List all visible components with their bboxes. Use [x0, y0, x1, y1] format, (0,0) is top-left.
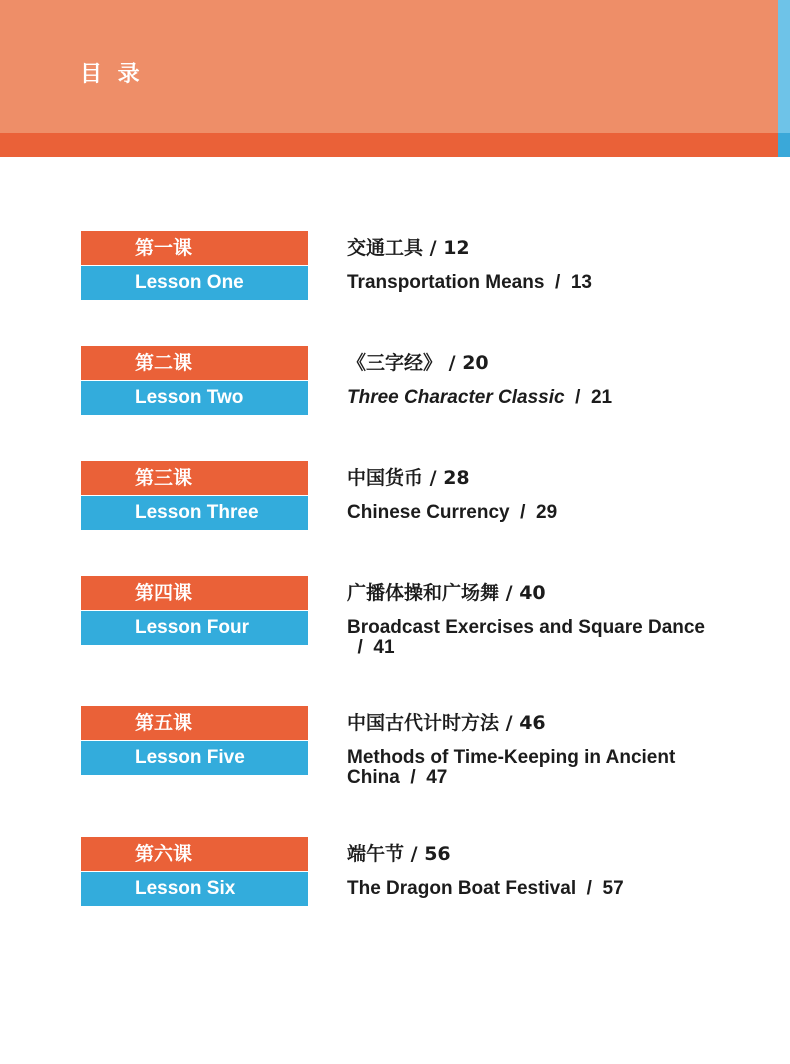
separator: / — [499, 712, 520, 734]
title-cn-text: 中国货币 — [347, 467, 424, 489]
separator: / — [509, 502, 537, 523]
page-title: 目 录 — [80, 62, 144, 87]
lesson-title-cn[interactable] — [347, 231, 747, 265]
separator: / — [399, 767, 427, 788]
title-cn-text: 端午节 — [347, 843, 405, 865]
lesson-title-cn[interactable] — [347, 837, 747, 871]
lesson-badge-en: Lesson Five — [81, 741, 308, 775]
separator: / — [564, 387, 591, 408]
title-en-text: Broadcast Exercises and Square Dance — [347, 617, 706, 638]
lesson-badge-en: Lesson Two — [81, 381, 308, 415]
separator: / — [423, 237, 444, 259]
lesson-title-en[interactable] — [347, 266, 727, 293]
title-cn-text: 《三字经》 — [347, 352, 443, 374]
header-edge-accent — [778, 133, 790, 157]
page-number-en: 41 — [373, 637, 395, 658]
separator: / — [347, 637, 374, 658]
title-en-text: Three Character Classic — [347, 387, 565, 408]
separator: / — [576, 878, 603, 899]
lesson-title-en[interactable] — [347, 381, 727, 408]
lesson-badge-en: Lesson Three — [81, 496, 308, 530]
page-number-cn: 40 — [519, 582, 546, 604]
separator: / — [442, 352, 463, 374]
page-number-en: 57 — [602, 878, 624, 899]
lesson-badge-en: Lesson Six — [81, 872, 308, 906]
page-number-en: 47 — [426, 767, 448, 788]
page-number-cn: 46 — [519, 712, 546, 734]
header-stripe — [0, 133, 778, 157]
lesson-badge-cn: 第六课 — [81, 837, 308, 871]
page-number-en: 29 — [536, 502, 558, 523]
lesson-badge-cn: 第二课 — [81, 346, 308, 380]
lesson-badge-cn: 第三课 — [81, 461, 308, 495]
title-en-text: Methods of Time-Keeping in Ancient China — [347, 747, 676, 788]
page-number-cn: 28 — [443, 467, 470, 489]
lesson-title-en[interactable] — [347, 741, 727, 788]
lesson-title-en[interactable] — [347, 496, 727, 523]
page-number-cn: 56 — [424, 843, 451, 865]
lesson-title-en[interactable] — [347, 611, 727, 658]
separator: / — [404, 843, 425, 865]
page-number-en: 13 — [570, 272, 592, 293]
lesson-badge-cn: 第四课 — [81, 576, 308, 610]
lesson-badge-en: Lesson Four — [81, 611, 308, 645]
title-en-text: Transportation Means — [347, 272, 545, 293]
title-cn-text: 广播体操和广场舞 — [347, 582, 500, 604]
lesson-title-en[interactable] — [347, 872, 727, 899]
page-number-cn: 12 — [443, 237, 470, 259]
lesson-title-cn[interactable] — [347, 461, 747, 495]
page-number-en: 21 — [590, 387, 613, 408]
lesson-title-cn[interactable] — [347, 706, 747, 740]
title-en-text: Chinese Currency — [347, 502, 510, 523]
separator: / — [423, 467, 444, 489]
separator: / — [499, 582, 520, 604]
title-cn-text: 交通工具 — [347, 237, 424, 259]
title-cn-text: 中国古代计时方法 — [347, 712, 500, 734]
lesson-title-cn[interactable] — [347, 346, 747, 380]
lesson-badge-cn: 第一课 — [81, 231, 308, 265]
lesson-title-cn[interactable] — [347, 576, 747, 610]
title-en-text: The Dragon Boat Festival — [347, 878, 577, 899]
lesson-badge-en: Lesson One — [81, 266, 308, 300]
page-number-cn: 20 — [462, 352, 489, 374]
lesson-badge-cn: 第五课 — [81, 706, 308, 740]
separator: / — [544, 272, 571, 293]
